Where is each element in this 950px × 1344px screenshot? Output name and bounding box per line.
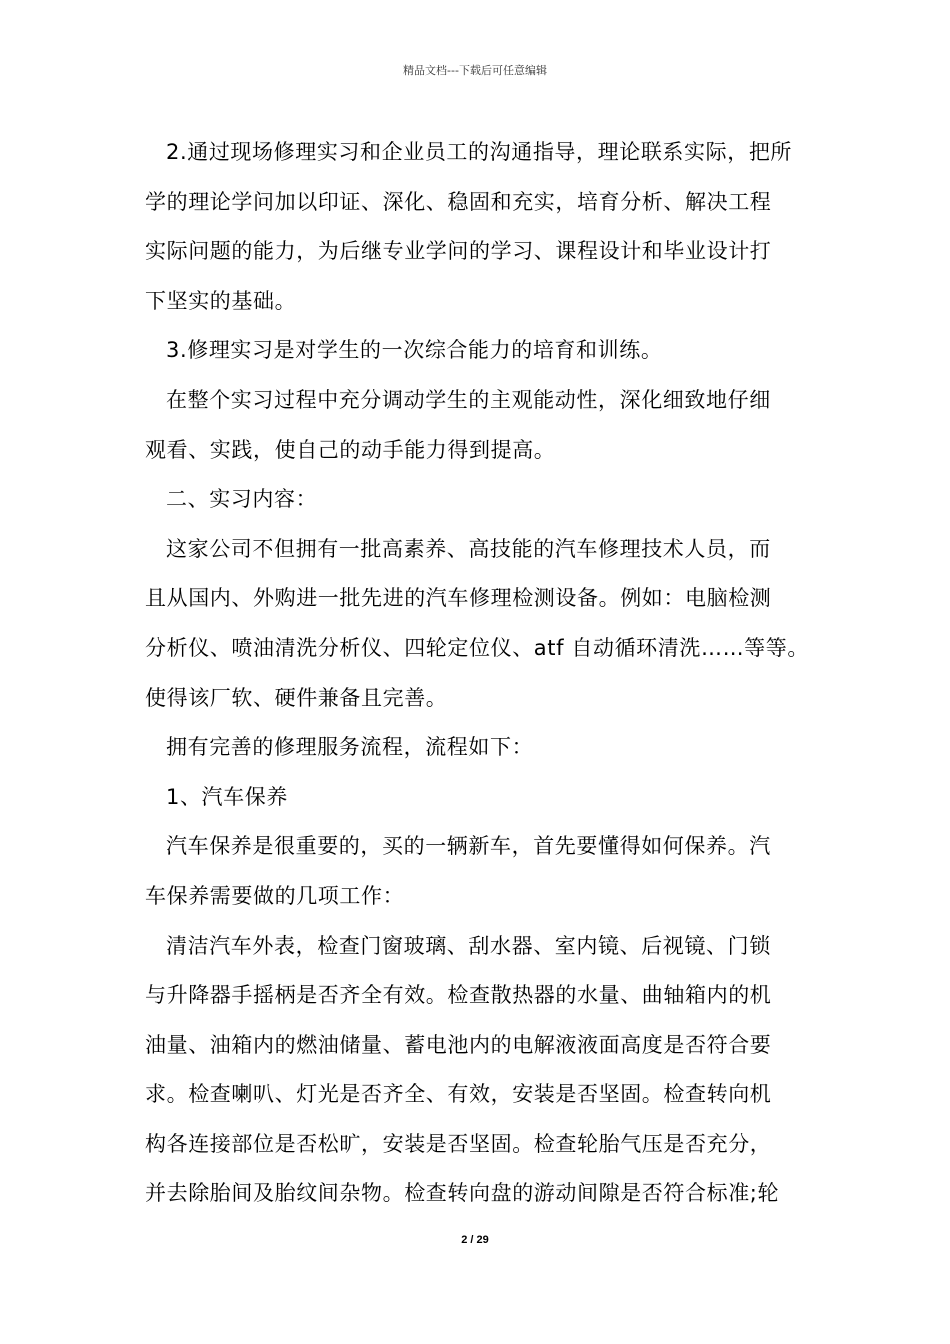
subheading-car-maintenance	[145, 773, 815, 823]
paragraph-objective-3	[145, 326, 815, 376]
text-line: 在整个实习过程中充分调动学生的主观能动性，深化细致地仔细	[166, 387, 771, 412]
text-line: 分析仪、喷油清洗分析仪、四轮定位仪、atf 自动循环清洗……等等。	[145, 635, 809, 660]
section-heading: 二、实习内容：	[166, 487, 318, 512]
document-body	[145, 128, 815, 1219]
text-line: 清洁汽车外表，检查门窗玻璃、刮水器、室内镜、后视镜、门锁	[166, 933, 771, 958]
subheading: 1、汽车保养	[166, 784, 288, 809]
text-line: 汽车保养是很重要的，买的一辆新车，首先要懂得如何保养。汽	[166, 834, 771, 859]
text-line: 油量、油箱内的燃油储量、蓄电池内的电解液液面高度是否符合要	[145, 1032, 772, 1057]
text-line: 拥有完善的修理服务流程，流程如下：	[166, 735, 534, 760]
paragraph-motivation	[145, 376, 815, 475]
text-line: 求。检查喇叭、灯光是否齐全、有效，安装是否坚固。检查转向机	[145, 1082, 772, 1107]
section-heading-content	[145, 475, 815, 525]
text-line: 与升降器手摇柄是否齐全有效。检查散热器的水量、曲轴箱内的机	[145, 983, 772, 1008]
text-line: 学的理论学问加以印证、深化、稳固和充实，培育分析、解决工程	[145, 189, 772, 214]
text-line: 3.修理实习是对学生的一次综合能力的培育和训练。	[166, 338, 663, 363]
paragraph-objective-2	[145, 128, 815, 326]
paragraph-company-equipment	[145, 525, 815, 723]
paragraph-maintenance-checks	[145, 922, 815, 1220]
text-line: 观看、实践，使自己的动手能力得到提高。	[145, 437, 556, 462]
page-header: 精品文档---下载后可任意编辑	[403, 64, 547, 77]
text-line: 车保养需要做的几项工作：	[145, 883, 405, 908]
text-line: 并去除胎间及胎纹间杂物。检查转向盘的游动间隙是否符合标准;轮	[145, 1181, 780, 1206]
text-line: 且从国内、外购进一批先进的汽车修理检测设备。例如：电脑检测	[145, 586, 772, 611]
text-line: 实际问题的能力，为后继专业学问的学习、课程设计和毕业设计打	[145, 239, 772, 264]
text-line: 构各连接部位是否松旷，安装是否坚固。检查轮胎气压是否充分，	[145, 1131, 772, 1156]
paragraph-service-process	[145, 723, 815, 773]
page-number: 2 / 29	[461, 1234, 489, 1246]
text-line: 下坚实的基础。	[145, 288, 297, 313]
text-line: 这家公司不但拥有一批高素养、高技能的汽车修理技术人员，而	[166, 536, 771, 561]
text-line: 2.通过现场修理实习和企业员工的沟通指导，理论联系实际，把所	[166, 140, 793, 164]
text-line: 使得该厂软、硬件兼备且完善。	[145, 685, 448, 710]
paragraph-maintenance-intro	[145, 822, 815, 921]
